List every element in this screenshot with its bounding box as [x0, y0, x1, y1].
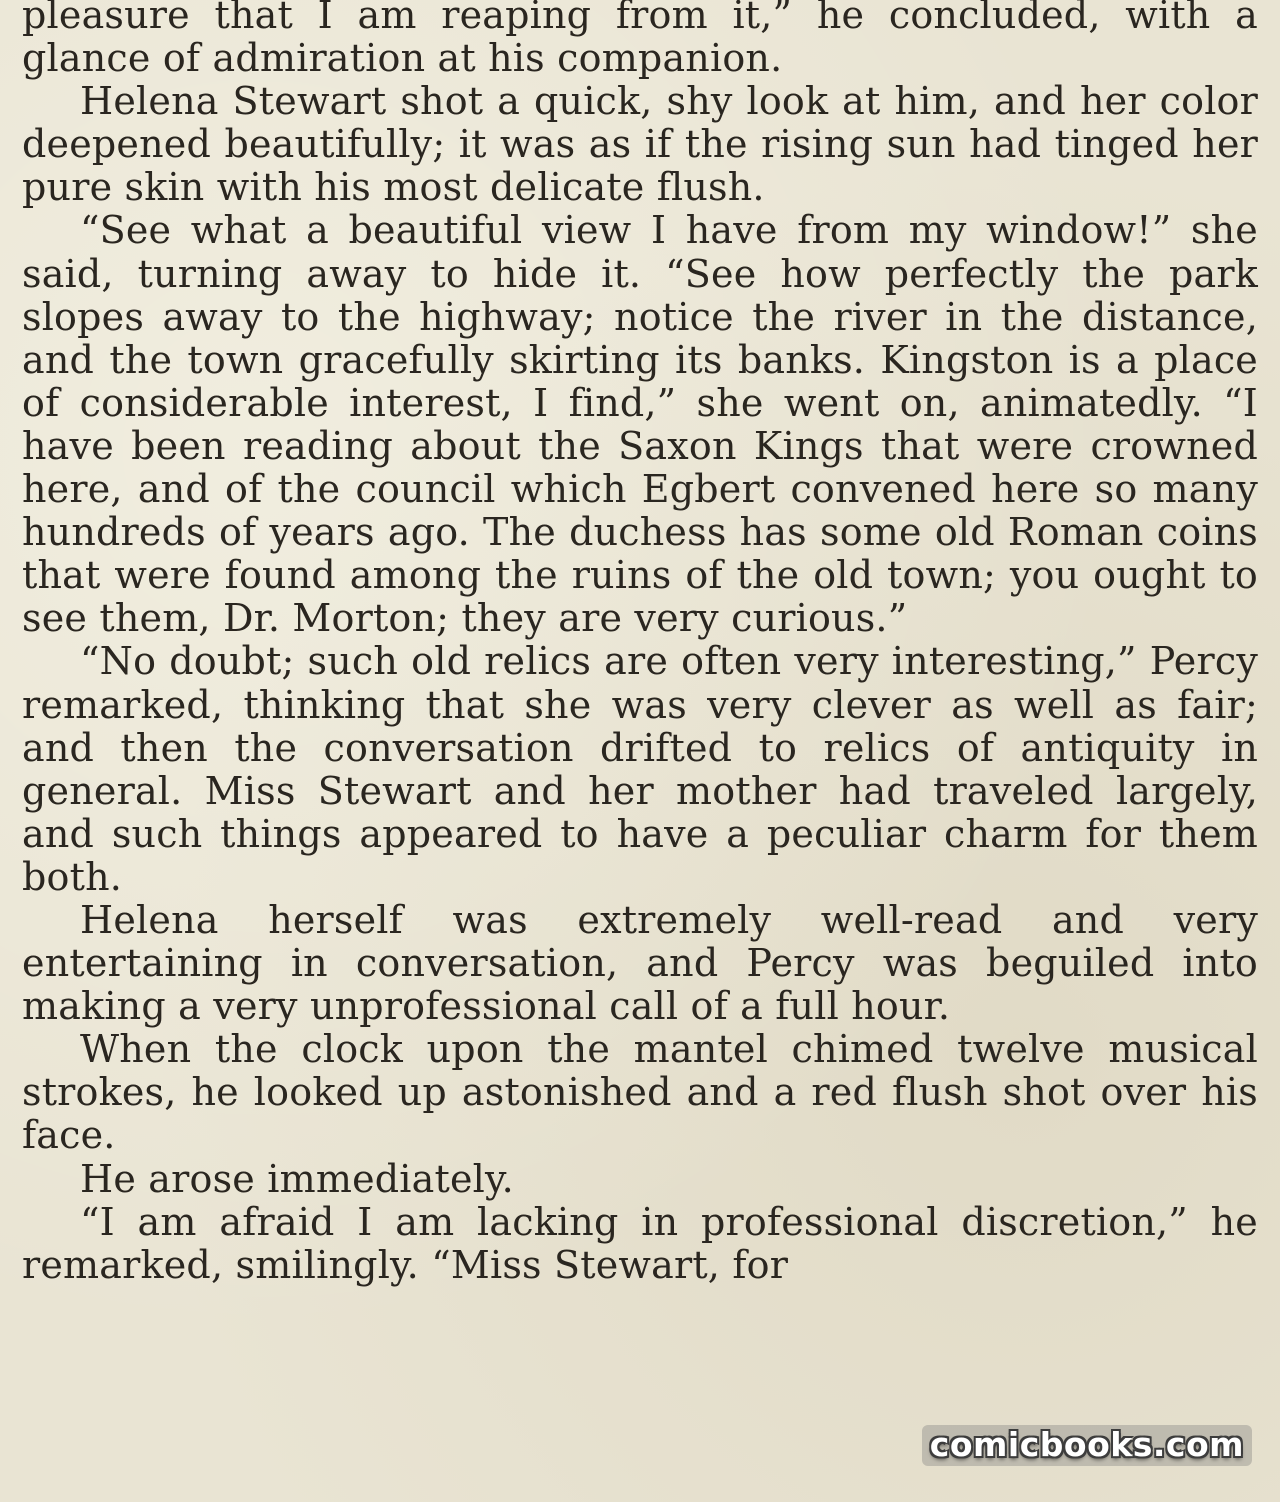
paragraph-1: pleasure that I am reaping from it,” he concluded, with a glance of admiration at his companion.: [22, 0, 1258, 81]
site-watermark: comicbooks.com: [922, 1425, 1252, 1466]
paragraph-7: He arose immediately.: [80, 1156, 514, 1201]
article-column: [22, 0, 1258, 1287]
paragraph-5: Helena herself was extremely well-read and very entertaining in conversation, and Percy was beguiled into making a very unprofessional call of a full hour.: [22, 897, 1258, 1029]
paragraph-4: “No doubt; such old relics are often very interesting,” Percy remarked, thinking that she was very clever as well as fair; and then the conversation drifted to relics of antiquity in general. Miss Stewart and her mother had traveled largely, and such things appeared to have a peculiar charm for them both.: [22, 639, 1258, 899]
paragraph-6: When the clock upon the mantel chimed twelve musical strokes, he looked up astonished and a red flush shot over his face.: [22, 1027, 1258, 1158]
paragraph-3: “See what a beautiful view I have from my window!” she said, turning away to hide it. “See how perfectly the park slopes away to the highway; notice the river in the distance, and the town gracefully skirting its banks. Kingston is a place of considerable interest, I find,” she went on, animatedly. “I have been reading about the Saxon Kings that were crowned here, and of the council which Egbert convened here so many hundreds of years ago. The duchess has some old Roman coins that were found among the ruins of the old town; you ought to see them, Dr. Morton; they are very curious.”: [22, 208, 1258, 641]
paragraph-2: Helena Stewart shot a quick, shy look at him, and her color deepened beautifully; it was as if the rising sun had tinged her pure skin with his most delicate flush.: [22, 79, 1258, 210]
paragraph-8: “I am afraid I am lacking in professional discretion,” he remarked, smilingly. “Miss Stewart, for: [22, 1200, 1258, 1287]
